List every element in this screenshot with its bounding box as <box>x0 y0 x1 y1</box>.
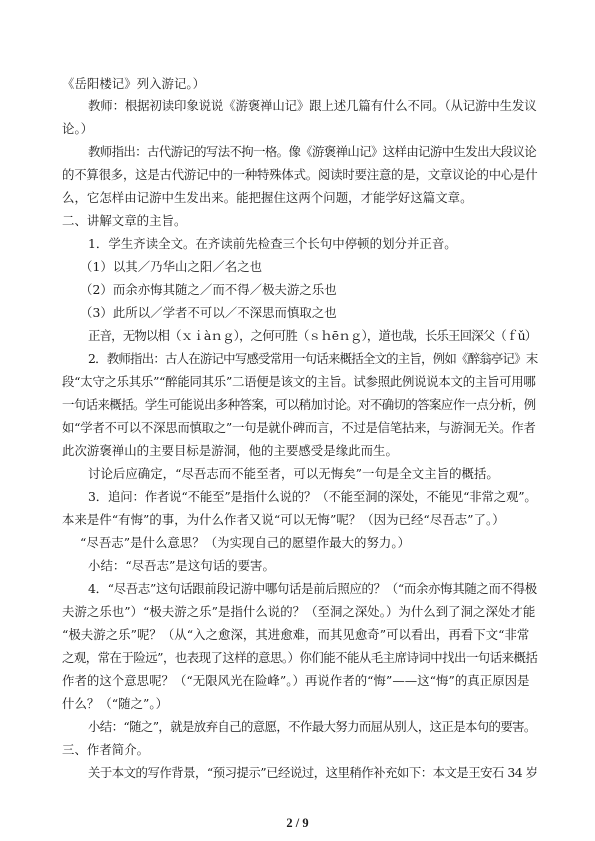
text-line: 教师指出：古代游记的写法不拘一格。像《游褒禅山记》这样由记游中生发出大段议论 <box>88 144 537 159</box>
page-number: 2 / 9 <box>286 816 309 830</box>
text-line: 如“学者不可以不深思而慎取之”一句是就仆碑而言，不过是信笔拈来，与游洞无关。作者 <box>62 420 536 435</box>
text-line: 关于本文的写作背景，“预习提示”已经说过，这里稍作补充如下：本文是王安石 34 岁 <box>88 765 538 780</box>
text-line: 本来是件“有悔”的事，为什么作者又说“可以无悔”呢？（因为已经“尽吾志”了。） <box>62 512 505 527</box>
text-line: 3．追问：作者说“不能至”是指什么说的？（不能至洞的深处，不能见“非常之观”。 <box>88 489 537 504</box>
text-line: “尽吾志”是什么意思？（为实现自己的愿望作最大的努力。） <box>80 535 411 550</box>
text-line: 之观，常在于险远”，也表现了这样的意思。）你们能不能从毛主席诗词中找出一句话来概括 <box>62 650 538 665</box>
text-line: 论。） <box>62 121 94 136</box>
text-line: 《岳阳楼记》列入游记。） <box>62 76 206 91</box>
text-line: 一句话来概括。学生可能说出多种答案，可以稍加讨论。对不确切的答案应作一点分析，例 <box>62 397 536 412</box>
text-line: 此次游褒禅山的主要目标是游洞，他的主要感受是缘此而生。 <box>62 443 398 458</box>
text-line: 什么？（“随之”。） <box>62 696 169 711</box>
text-line: 1．学生齐读全文。在齐读前先检查三个长句中停顿的划分并正音。 <box>88 236 457 251</box>
text-line: 么，它怎样由记游中生发出来。能把握住这两个问题，才能学好这篇文章。 <box>62 190 473 205</box>
text-line: 小结：“尽吾志”是这句话的要害。 <box>88 558 275 573</box>
text-line: 的不算很多，这是古代游记中的一种特殊体式。阅读时要注意的是，文章议论的中心是什 <box>62 167 538 182</box>
section-heading: 三、作者简介。 <box>62 742 150 757</box>
text-line: 段“太守之乐其乐”“醉能同其乐”二语便是该文的主旨。试参照此例说说本文的主旨可用哪 <box>62 374 536 389</box>
text-line: 夫游之乐也”）“极夫游之乐”是指什么说的？（至洞之深处。）为什么到了洞之深处才能 <box>62 604 536 619</box>
text-line: （2）而余亦悔其随之／而不得／极夫游之乐也 <box>80 282 337 297</box>
text-line: 4．“尽吾志”这句话跟前段记游中哪句话是前后照应的？（“而余亦悔其随之而不得极 <box>88 581 537 596</box>
text-line: 作者的这个意思呢？（“无限风光在险峰”。）再说作者的“悔”——这“悔”的真正原因是 <box>62 673 530 688</box>
text-line: （1）以其／乃华山之阳／名之也 <box>80 259 263 274</box>
section-heading: 二、讲解文章的主旨。 <box>62 213 187 228</box>
text-line: “极夫游之乐”呢？（从“入之愈深，其进愈难，而其见愈奇”可以看出，再看下文“非常 <box>62 627 530 642</box>
text-line: 讨论后应确定，“尽吾志而不能至者，可以无悔矣”一句是全文主旨的概括。 <box>88 466 499 481</box>
text-line: 教师：根据初读印象说说《游褒禅山记》跟上述几篇有什么不同。（从记游中生发议 <box>88 98 537 113</box>
text-line: （3）此所以／学者不可以／不深思而慎取之也 <box>80 305 337 320</box>
text-line: 小结：“随之”，就是放弃自己的意愿，不作最大努力而屈从别人，这正是本句的要害。 <box>88 719 536 734</box>
text-line: 正音，无物以相（ｘｉàｎｇ），之何可胜（ｓｈēｎｇ），道也哉，长乐王回深父（ｆǔ） <box>88 328 537 343</box>
text-line: 2．教师指出：古人在游记中写感受常用一句话来概括全文的主旨，例如《醉翁亭记》末 <box>88 351 538 366</box>
